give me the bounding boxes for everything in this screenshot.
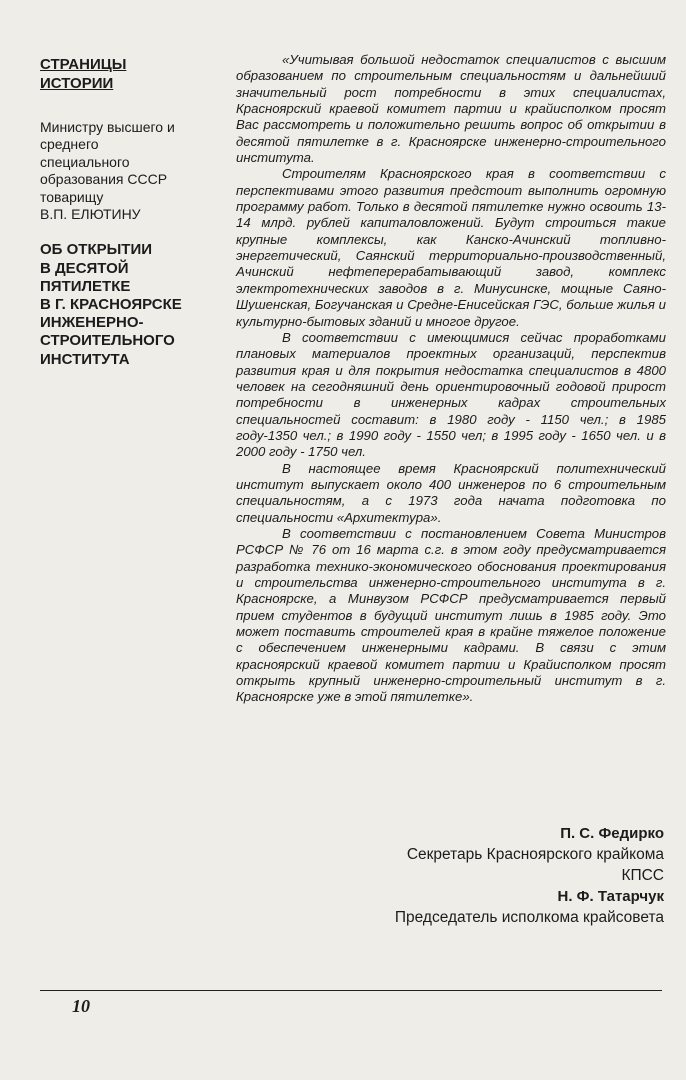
headline-line: В Г. КРАСНОЯРСКЕ: [40, 296, 182, 314]
letter-paragraph: В настоящее время Красноярский политехнический институт выпускает около 400 инженеров по 6 строительным специальностям, а с 1973 года начата подготовка по специальности «Архитектура».: [236, 460, 666, 525]
addressee-line: среднего: [40, 136, 99, 153]
signatory-title: Председатель исполкома крайсовета: [394, 909, 664, 926]
signatory-title: КПСС: [621, 867, 664, 884]
letter-headline: [40, 241, 230, 368]
letter-paragraph: Строителям Красноярского края в соответствии с перспективами этого развития предстоит выполнить огромную программу работ. Только в десятой пятилетке нужно освоить 13-14 млрд. рублей капиталовложений. Будут строиться такие крупные комплексы, как Канско-Ачинский топливно-энергетический, Саянский территориально-производственный, Ачинский нефтеперерабатывающий завод, комплекс электротехнических заводов в г. Минусинске, мощные Саяно-Шушенская, Богучанская и Средне-Енисейская ГЭС, больше жилья и культурно-бытовых зданий и многое другое.: [236, 166, 666, 329]
letter-body: [236, 52, 666, 706]
headline-line: ПЯТИЛЕТКЕ: [40, 277, 131, 295]
letter-paragraph: В соответствии с постановлением Совета Министров РСФСР № 76 от 16 марта с.г. в этом году предусматривается разработка технико-экономического обоснования проектирования и строительства инженерно-строительного института в г. Красноярске, а Минвузом РСФСР предусматривается первый прием студентов в будущий институт лишь в 1985 году. Это может поставить строителей края в крайне тяжелое положение с обеспечением инженерными кадрами. В связи с этим красноярский краевой комитет партии и Крайисполком просят открыть крупный инженерно-строительный институт в г. Красноярске уже в этой пятилетке».: [236, 525, 666, 705]
addressee-line: Министру высшего и: [40, 119, 175, 135]
addressee-line: В.П. ЕЛЮТИНУ: [40, 206, 141, 223]
addressee-line: товарищу: [40, 188, 104, 205]
headline-line: В ДЕСЯТОЙ: [40, 259, 129, 277]
letter-paragraph: В соответствии с имеющимися сейчас проработками плановых материалов проектных организаций, перспектив развития края и для покрытия недостатка специалистов в 4800 человек на сегодняшний день ориентировочный годовой прирост потребности в инженерных кадрах строительных специальностей составит: в 1980 году - 1150 чел.; в 1985 году-1350 чел.; в 1990 году - 1550 чел; в 1995 году - 1650 чел. и в 2000 году - 1750 чел.: [236, 329, 666, 460]
sidebar: [40, 55, 230, 369]
section-title-line: ИСТОРИИ: [40, 75, 114, 92]
addressee-line: образования СССР: [40, 171, 168, 188]
signatory-name: П. С. Федирко: [560, 825, 664, 842]
signatory-title: Секретарь Красноярского крайкома: [406, 846, 664, 863]
section-title-line: СТРАНИЦЫ: [40, 56, 127, 73]
footer-divider: [40, 990, 662, 991]
letter-paragraph: «Учитывая большой недостаток специалистов с высшим образованием по строительным специальностям и дальнейший значительный рост потребности в этих специалистах, Красноярский краевой комитет партии и крайисполком просят Вас рассмотреть и положительно решить вопрос об открытии в десятой пятилетке в г. Красноярске инженерно-строительного института.: [236, 52, 666, 166]
addressee-line: специального: [40, 153, 130, 170]
headline-line: СТРОИТЕЛЬНОГО: [40, 332, 175, 350]
section-title: [40, 55, 230, 93]
headline-line: ИНЖЕНЕРНО-: [40, 314, 144, 332]
signatures-block: [395, 823, 664, 928]
page-number: 10: [72, 996, 90, 1016]
headline-line: ОБ ОТКРЫТИИ: [40, 241, 153, 259]
headline-line: ИНСТИТУТА: [40, 350, 130, 368]
addressee-block: [40, 119, 230, 223]
signatory-name: Н. Ф. Татарчук: [557, 888, 664, 905]
